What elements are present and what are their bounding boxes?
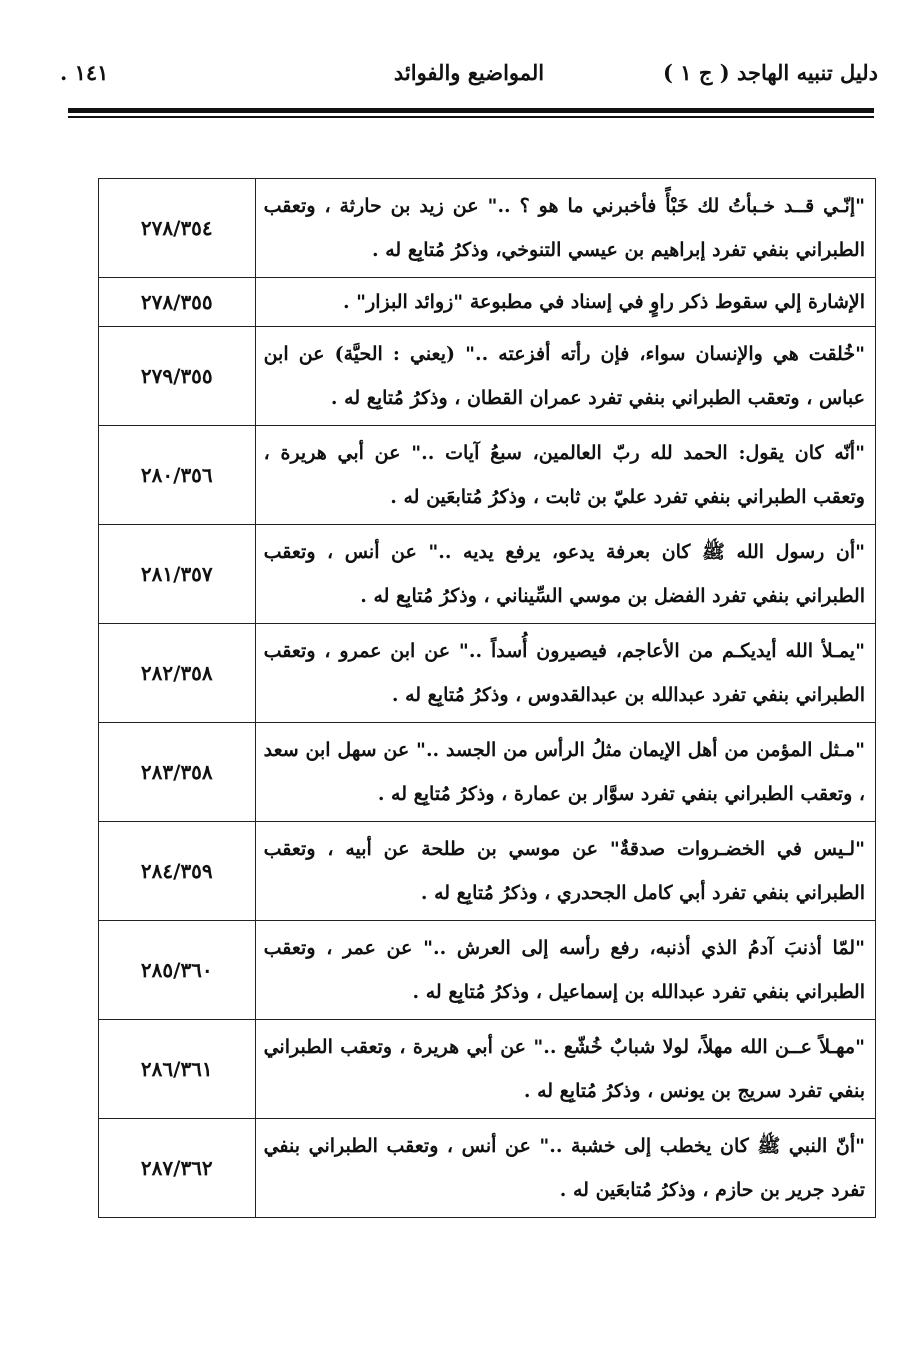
entry-text: الإشارة إلي سقوط ذكر راوٍ في إسناد في مطبوعة "زوائد البزار" . [255, 278, 875, 327]
entry-text: "أنّه كان يقول: الحمد لله ربّ العالمين، سبعُ آيات .." عن أبي هريرة ، وتعقب الطبراني بنفي تفرد عليّ بن ثابت ، وذكرُ مُتابعَين له . [255, 426, 875, 525]
entry-text: "خُلقت هي والإنسان سواء، فإن رأته أفزعته .." (يعني : الحيَّة) عن ابن عباس ، وتعقب الطبراني بنفي تفرد عمران القطان ، وذكرُ مُتابِع له . [255, 327, 875, 426]
section-title: المواضيع والفوائد [393, 60, 545, 85]
table-row [99, 822, 876, 921]
table-row [99, 624, 876, 723]
entry-reference: ٢٨٥/٣٦٠ [99, 921, 256, 1020]
entry-text: "مـثل المؤمن من أهل الإيمان مثلُ الرأس من الجسد .." عن سهل ابن سعد ، وتعقب الطبراني بنفي تفرد سوَّار بن عمارة ، وذكرُ مُتابِع له . [255, 723, 875, 822]
table-row [99, 723, 876, 822]
entry-reference: ٢٧٨/٣٥٤ [99, 179, 256, 278]
table-row [99, 921, 876, 1020]
header-rule-thick [68, 108, 874, 113]
entry-text: "لـيس في الخضـروات صدقةٌ" عن موسي بن طلحة عن أبيه ، وتعقب الطبراني بنفي تفرد أبي كامل الجحدري ، وذكرُ مُتابِع له . [255, 822, 875, 921]
table-row [99, 1020, 876, 1119]
table-row [99, 1119, 876, 1218]
table-row [99, 327, 876, 426]
entry-text: "إنّـي قــد خـبأتُ لك خَبْأً فأخبرني ما هو ؟ .." عن زيد بن حارثة ، وتعقب الطبراني بنفي تفرد إبراهيم بن عيسي التنوخي، وذكرُ مُتابِع له . [255, 179, 875, 278]
header-rule-thin [68, 116, 874, 118]
page-number: ١٤١ . [60, 60, 109, 85]
entry-reference: ٢٨٧/٣٦٢ [99, 1119, 256, 1218]
entry-reference: ٢٨٠/٣٥٦ [99, 426, 256, 525]
running-header [60, 56, 878, 96]
entry-text: "لمّا أذنبَ آدمُ الذي أذنبه، رفع رأسه إلى العرش .." عن عمر ، وتعقب الطبراني بنفي تفرد عبدالله بن إسماعيل ، وذكرُ مُتابِع له . [255, 921, 875, 1020]
entry-text: "مهـلاً عــن الله مهلاً، لولا شبابٌ خُشّع .." عن أبي هريرة ، وتعقب الطبراني بنفي تفرد سريج بن يونس ، وذكرُ مُتابِع له . [255, 1020, 875, 1119]
entry-reference: ٢٨٦/٣٦١ [99, 1020, 256, 1119]
entry-reference: ٢٨٢/٣٥٨ [99, 624, 256, 723]
entry-text: "يمـلأ الله أيديكـم من الأعاجم، فيصيرون أُسداً .." عن ابن عمرو ، وتعقب الطبراني بنفي تفرد عبدالله بن عبدالقدوس ، وذكرُ مُتابِع له . [255, 624, 875, 723]
entry-reference: ٢٨٣/٣٥٨ [99, 723, 256, 822]
entry-text: "أن رسول الله ﷺ كان بعرفة يدعو، يرفع يديه .." عن أنس ، وتعقب الطبراني بنفي تفرد الفضل بن موسي السِّيناني ، وذكرُ مُتابِع له . [255, 525, 875, 624]
table-row [99, 278, 876, 327]
entries-table [98, 178, 876, 1218]
entry-reference: ٢٧٨/٣٥٥ [99, 278, 256, 327]
book-title: دليل تنبيه الهاجد ( ج ١ ) [663, 60, 878, 85]
table-row [99, 525, 876, 624]
table-row [99, 426, 876, 525]
entry-reference: ٢٨١/٣٥٧ [99, 525, 256, 624]
entry-text: "أنّ النبي ﷺ كان يخطب إلى خشبة .." عن أنس ، وتعقب الطبراني بنفي تفرد جرير بن حازم ، وذكرُ مُتابعَين له . [255, 1119, 875, 1218]
entry-reference: ٢٨٤/٣٥٩ [99, 822, 256, 921]
table-row [99, 179, 876, 278]
entry-reference: ٢٧٩/٣٥٥ [99, 327, 256, 426]
